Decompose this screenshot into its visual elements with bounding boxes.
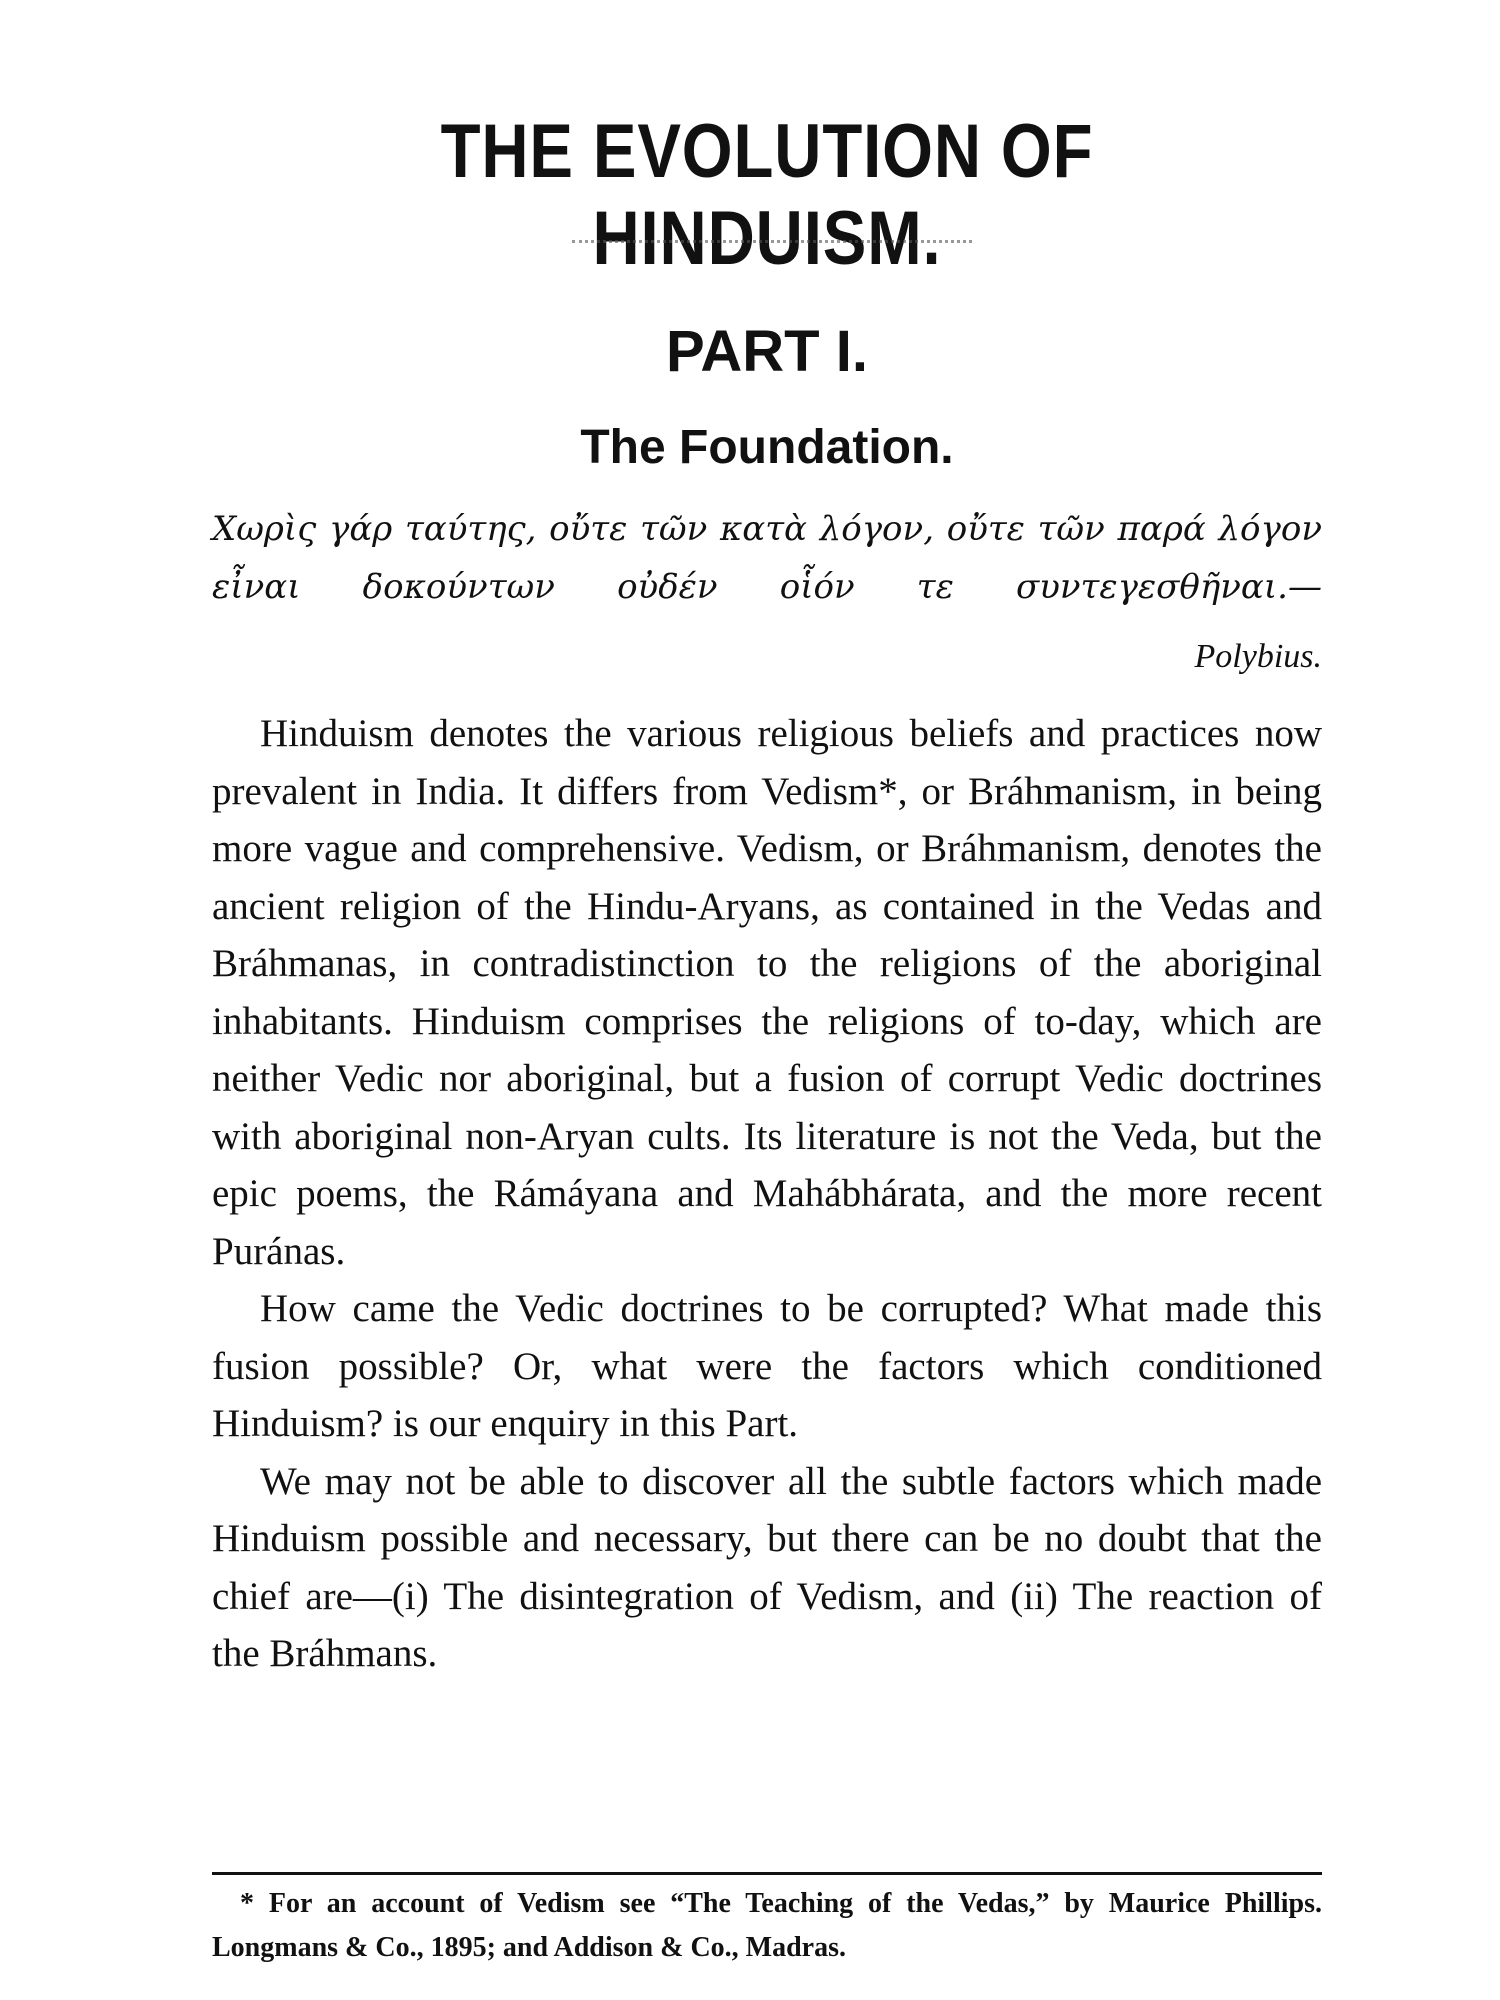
book-title: THE EVOLUTION OF HINDUISM. [440,109,1094,281]
footnote: * For an account of Vedism see “The Teaching of the Vedas,” by Maurice Phillips. Longmans & Co., 1895; and Addison & Co., Madras. [212,1888,1322,1963]
paragraph: Hinduism denotes the various religious beliefs and practices now prevalent in India. It differs from Vedism*, or Bráhmanism, in being more vague and comprehensive. Vedism, or Bráhmanism, denotes the ancient religion of the Hindu-Aryans, as contained in the Vedas and Bráhmanas, in contradistinction to the religions of the aboriginal inhabitants. Hinduism comprises the religions of to-day, which are neither Vedic nor aboriginal, but a fusion of corrupt Vedic doctrines with aboriginal non-Aryan cults. Its literature is not the Veda, but the epic poems, the Rámáyana and Mahábhárata, and the more recent Puránas. [212,712,1322,1273]
title-ornament-divider [572,240,972,253]
body-text [212,705,1322,1683]
part-subtitle: The Foundation. [580,421,954,474]
greek-epigraph: Χωρὶς γάρ ταύτης, οὔτε τῶν κατὰ λόγον, οὔτε τῶν παρά λόγον εἶναι δοκούντων οὐδέν οἷόν τε συντεγεσθῆναι.— [212,509,1322,607]
footnote-rule [212,1872,1322,1875]
paragraph: How came the Vedic doctrines to be corrupted? What made this fusion possible? Or, what were the factors which conditioned Hinduism? is our enquiry in this Part. [212,1287,1322,1445]
book-page [212,0,1322,2000]
part-heading: PART I. [666,319,868,384]
paragraph: We may not be able to discover all the subtle factors which made Hinduism possible and necessary, but there can be no doubt that the chief are—(i) The disintegration of Vedism, and (ii) The reaction of the Bráhmans. [212,1459,1322,1675]
epigraph-attribution: Polybius. [1194,638,1322,675]
